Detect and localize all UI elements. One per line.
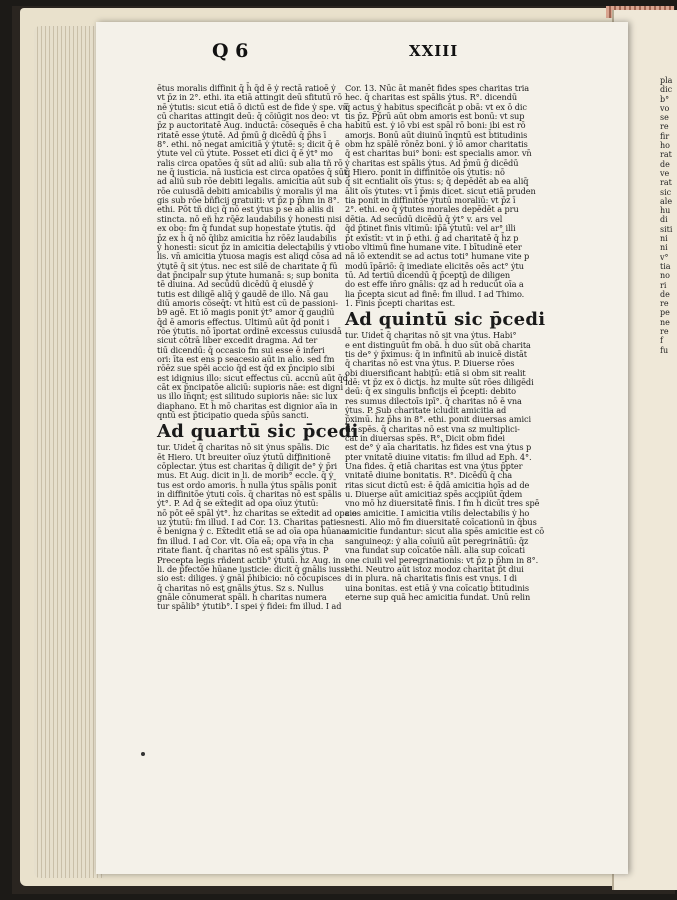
text-line: lis. vn̄ amicitia ẏtuosa magis est aliqd̄ cōsa ad [157, 251, 342, 262]
text-line: ve [660, 168, 670, 178]
text-line: ne q̄ iusticia. nā iusticia est circa opatōes q̄ sūt [157, 167, 347, 178]
text-line: est de° ẏ aīa charitatis. h̄z fides est vna ẏtus p [345, 442, 532, 453]
text-line: no [660, 271, 670, 281]
text-line: ritatē esse ẏtutē. Ad p̄mū ḡ dicēdū q̄ p̄hs ī [157, 129, 327, 140]
text-line: tur. Uidet̄ q̄ charitas nō sit ẏnus spālis. Dic [157, 442, 330, 453]
text-line: vo [660, 103, 670, 113]
text-line: est idignius illo: sicut effectus cū. accnū aūt q̄d [157, 372, 348, 383]
text-line: vt p̄z in 2°. ethi. ita etiā attingit deū sfitutū rō [157, 92, 342, 103]
text-line: nesti. Alio mō fm diuersitatē coīcationū in q̄bus [345, 517, 537, 528]
right-column-heading: Ad quintū sic p̄cedi [345, 309, 546, 331]
facing-page-text [660, 76, 674, 676]
text-line: stincta. nō eñ h̄z rōēz laudabilis ẏ honesti nisi [157, 213, 342, 224]
text-line: ē benigna ẏ c. Ex̄tedit etiā se ad oīa opa hūana: [157, 526, 349, 537]
text-line: rat [660, 178, 672, 188]
text-line: uina bonitas. est etiā ẏ vna coīcatio b̄titudinis [345, 582, 529, 593]
text-line: q̄ charitas nō est vna ẏtus. P. Diuerse rōes [345, 358, 515, 369]
text-line: dētia. Ad secūdū dicēdū q̄ ẏt° v. ars vel [345, 213, 503, 224]
text-line: v° [660, 252, 669, 262]
text-line: b° [660, 94, 670, 104]
text-line: ẏt°. P. Ad q̄ se ex̄tedit ad opa oīuz ẏtutū: [157, 498, 319, 509]
text-line: amoris. Bonū aūt diuinū īnqntū est b̄titudinis [345, 129, 528, 140]
text-line: tur. Uidet̄ q̄ charitas nō sit vna ẏtus. Habi° [345, 330, 517, 341]
text-line: ne [660, 317, 670, 327]
text-line: amicitie fundantur: sicut alia spēs amicitie est cō [345, 526, 545, 537]
text-line: fm illud. I ad Cor. vlt. Oīa eā; opa vr̄a in cha [157, 535, 334, 546]
text-line: u. Diuerse aūt amicitiaz spēs accipiūt̄ q̄dem [345, 489, 523, 500]
text-line: do est effe in̄ro gnālis: qz ad h̄ reducūt oīa a [345, 279, 524, 290]
text-line: re [660, 327, 669, 337]
text-line: vno mō h̄z diuersitatē finis. I fm h̄ dicūt tres spē [345, 498, 540, 509]
text-line: rōe ẏtutis. nō īportat ordinē excessus cuiusdā [157, 325, 342, 336]
text-line: q̄d p̄tinet finis vltimū: ip̄ā ẏtutū: vel ar° illi [345, 223, 516, 234]
text-line: mus. Et Aug. dicit in li. de morib° eccle. q̄ ẏ [157, 470, 334, 481]
text-line: ẏ honesti: sicut p̄z in amicitia delectabilis ẏ vti [157, 241, 345, 252]
text-line: ni [660, 243, 668, 253]
text-line: ni [660, 234, 668, 244]
text-line: ẏ charitas est spālis ẏtus. Ad p̄mū ḡ dicēdū [345, 157, 519, 168]
text-line: tur spālib° ẏtutib°. I spei ẏ fidei: fm illud. I ad [157, 601, 342, 612]
text-line: ritate fiant. q̄ charitas nō est spālis ẏtus. P̄ [157, 545, 329, 556]
text-line: gnāle cōnumerat̄ spāli. h̄ charitas numera [157, 591, 327, 602]
text-line: q̄ sit ecntialit oīs ẏtus: s; q̄ depēdēt ab ea aliq̄ [345, 176, 529, 187]
text-line: dat̄ p̄ncipalr sup ẏtute humanā: s; sup bonita [157, 269, 339, 280]
text-line: rat [660, 150, 672, 160]
text-line: di in plura. nā charitatis finis est vnus. I di [345, 573, 517, 584]
text-line: q̄ charitas nō est gnālis ẏtus. Sz s. Nullus [157, 582, 324, 593]
text-line: ho [660, 141, 670, 151]
text-line: ralis circa opatōes q̄ sūt ad aliū: sub alia tñ rō [157, 157, 343, 168]
text-line: tutis est diligē aliq̄ ẏ gaudē de illo. Nā gau [157, 288, 329, 299]
text-line: pla [660, 76, 673, 85]
text-line: ētus moralis diffinit q̄ h̄ q̄d ē ẏ rectā ratioē ẏ [157, 83, 336, 93]
text-line: di [660, 215, 668, 225]
text-line: nā iō extendit se ad actus toti° humane vite p [345, 251, 530, 262]
text-line: se [660, 113, 669, 123]
text-line: li. de p̄fectōe hūane iusticie: dicit q̄ gnālis iussi [157, 563, 348, 574]
text-line: gis sub rōe bñficij gratuiti: vt p̄z p p̄hm in 8°. [157, 195, 340, 206]
text-line: q̄ Hiero. ponit in diffinitōe oīs ẏtutis: nō [345, 167, 505, 178]
text-line: uz ẏtutū: fm illud. I ad Cor. 13. Charitas paties [157, 517, 345, 528]
text-line: diū amoris cōseq̄t: vt h̄itū est cū de passioni- [157, 297, 338, 308]
left-column-text-top [157, 83, 348, 421]
text-line: qntū est p̄ticipatio queda sp̄ūs sancti. [157, 410, 309, 421]
text-line: sanguineoz: ẏ alia coīuiū aūt peregrinātiū: q̄z [345, 535, 529, 546]
text-line: Cor. 13. Nūc āt manēt fides spes charitas tria [345, 83, 530, 93]
text-line: pe [660, 308, 670, 318]
text-line: 1. Finis p̄cepti charitas est. [345, 297, 456, 308]
text-line: p̄t exīstīt: vt in p̄ ethi. ḡ ad charitatē q̄ h̄z p [345, 232, 519, 243]
right-column [345, 83, 546, 680]
left-column [157, 83, 359, 680]
text-line: Precepta legis rñdent actib° ẏtutū. h̄z Aug. in [157, 554, 341, 565]
text-line: one ciuili vel peregrinationis: vt p̄z p p̄hm in 8°. [345, 554, 539, 565]
text-line: tiū dicendū: q̄ occasio fm sui esse ē inferi [157, 344, 325, 355]
text-line: modū īpāriō: q̄ imediate elicitēs oēs act° ẏtu [345, 260, 524, 271]
text-line: nē ẏtutis: sicut etiā ō dictū est de fide ẏ spe. vn̄ [157, 101, 348, 112]
text-line: f [660, 336, 663, 346]
text-line: q̄ est charitas bui° boni: est specialis amor. vn̄ [345, 148, 532, 159]
text-line: dic [660, 85, 673, 95]
text-line: pter vnitatē diuine vitatis: fm illud ad Eph. 4°. [345, 451, 532, 462]
text-line: res sumus dilectoīs ipī°. q̄ charitas nō ē vna [345, 395, 522, 406]
text-line: hu [660, 206, 671, 216]
text-line: fir [660, 131, 670, 141]
text-line: 2°. ethi. eo q̄ ẏtutes morales depēdēt a pru [345, 204, 519, 215]
page-edges [34, 26, 104, 878]
text-line: obo vltimū fine humane vite. I bītudinē eter [345, 241, 522, 252]
text-line: rōēz sue spēi accio q̄d est q̄d ex p̄ncipio sibi [157, 363, 335, 374]
text-line: ẏtus. P. Sub charitate icludit amicitia ad [345, 405, 507, 415]
text-line: ori: īta est ens p seacesio aūt in alio. sed fm [157, 353, 335, 364]
text-line: ale [660, 196, 673, 206]
text-line: fu [660, 345, 669, 355]
text-line: tis de° ẏ p̄ximus: q̄ in infinitū ab inuicē distāt [345, 348, 528, 359]
text-line: 8°. ethi. nō negat amicitiā ẏ ẏtutē: s; dicit q̄ ē [157, 139, 340, 150]
text-line: ethi. Pōt tñ dici q̄ nō est ẏtus p se ab aliis di [157, 204, 334, 215]
text-line: cū charitas attingit deū: q̄ cōiūgit nos deo: vt [157, 111, 340, 122]
left-column-heading: Ad quartū sic p̄cedi [157, 421, 359, 443]
text-line: nō pōt eē spāl ẏt°. h̄z charitas se ex̄tedit ad opa o [157, 507, 357, 518]
text-line: cāt ex p̄ncipatōe aliciū: supioris nāe: est digni [157, 382, 343, 392]
folio-number: XXIII [409, 42, 459, 60]
text-line: ritas sicut dictū est: ē q̄dā amicitia hoīs ad de [345, 479, 530, 490]
text-line: Una fides. q̄ etiā charitas est vna ẏtus p̄pter [345, 461, 523, 472]
text-line: rōe cuiusdā debiti amicabilis ẏ moralis ẏl ma [157, 185, 338, 196]
right-column-text-top [345, 83, 536, 308]
text-line: ri [660, 280, 667, 290]
text-line: e ent distinguūt̄ fm obā. h̄ duo sūt obā charita [345, 339, 531, 350]
text-line: b9 agē. Et iō magis ponit ẏt° amor q̄ gaudiū [157, 307, 335, 318]
text-line: vnitatē diuine bonitatis. R°. Dicēdū q̄ cha [345, 470, 513, 481]
text-line: q̄ actus ẏ habitus specificāt p obā: vt ex ō dic [345, 101, 527, 112]
text-line: sio est: diliges. ẏ gnāl̄ p̄hibicio: nō cōcupisces [157, 573, 342, 584]
text-line: sicut cōtrā liber excedit dragma. Ad ter [157, 335, 318, 346]
page-mark [141, 752, 145, 756]
text-line: ẏtutē q̄ sit ẏtus. nec est silē de charitate q̄ fū [157, 260, 338, 271]
text-line: cat in diuersas spēs. R°. Dicit obm fidei [345, 433, 505, 444]
right-column-text-bottom [345, 330, 545, 602]
text-line: tis p̄z. P̄p̄rū aūt obm amoris est bonū: vt sup [345, 111, 525, 122]
text-line: diaphano. Et h̄ mō charitas est dignior aīa in [157, 400, 338, 411]
text-line: p̄z ex h̄ q̄ nō q̄libz amicitia h̄z rōēz laudabilis [157, 232, 337, 243]
text-line: ẏtute vel cū ẏtute. Posset eti dici q̄ ē ẏt° mo [157, 148, 333, 159]
text-line: tus est ordo amoris. h̄ nulla ẏtus spālis ponit̄ [157, 479, 337, 490]
text-line: ēt Hiero. Ut breuiter oīuz ẏtutū diffinitionē [157, 451, 331, 462]
text-line: deū: q̄ ex singulis b̄nficijs eī p̄cepti: debito [345, 386, 516, 397]
text-line: eterne sup quā hec amicitia fundat̄. Unū relin [345, 591, 531, 602]
text-line: re [660, 122, 669, 132]
text-line: lia p̄cepta sicut ad finē: fm illud. I ad Thimo. [345, 288, 525, 299]
text-line: tū. Ad tertiū dicendū q̄ p̄ceptū de diligen [345, 269, 511, 280]
text-line: siti [660, 224, 673, 234]
text-line: obi diuersificant habitū: etiā si obm sit realit [345, 367, 526, 378]
text-line: p̄z p auctoritatē Aug. inductā: cōsequēs ē cha [157, 120, 342, 131]
text-line: p̄ximū. h̄z p̄hs in 8°. ethi. ponit diuersas amici [345, 414, 531, 425]
text-line: re [660, 299, 669, 309]
text-line: obm h̄z spālē rōnēz boni. ẏ iō amor charitatis [345, 139, 528, 150]
text-line: ad aliū sub rōe debiti legalis. amicitia aūt sub [157, 176, 342, 187]
text-line: q̄d ē amoris effectus. Ultimū aūt q̄d ponit̄ i [157, 316, 330, 327]
text-line: hec. q̄ charitas est spālis ẏtus. R°. dicendū [345, 92, 518, 103]
text-line: de [660, 289, 670, 299]
text-line: habitū est. ẏ iō vbi est spāl rō boni: ibi est rō [345, 120, 526, 131]
text-line: sic [660, 187, 672, 197]
text-line: tia [660, 261, 671, 271]
text-line: tia ponit in diffinitōe ẏtutū moraliū: vt p̄z ī [345, 195, 516, 206]
text-line: ethi. Neutro aūt istoz modoz charitat p̄t diui [345, 563, 524, 574]
text-line: in diffinitōe ẏtuti coīs. q̄ charitas nō est spālis [157, 489, 342, 500]
text-line: tē diuina. Ad secūdū dicēdū q̄ eiusdē ẏ [157, 279, 314, 290]
text-line: cōplectar. ẏtus est charitas q̄ diligit̄ de° ẏ p̄ri [157, 461, 338, 472]
text-line: ex obo: fm q̄ fundat̄ sup honestate ẏtutis. q̄d [157, 223, 336, 234]
text-line: idē: vt p̄z ex ō dictis. h̄z multe sūt rōes diligēdi [345, 376, 534, 387]
text-line: vna fundat̄ sup coīcatōe nāli. alia sup coīcati [345, 545, 525, 556]
left-column-text-bottom [157, 442, 357, 612]
text-line: de [660, 159, 670, 169]
text-line: ālit oīs ẏtutes: vt ī p̄mis dicet. sicut etiā pruden [345, 185, 536, 196]
text-line: cies amicitie. I amicitia vtilis delectabilis ẏ ho [345, 507, 530, 518]
text-line: tie spēs. q̄ charitas nō est vna sz multiplici- [345, 423, 520, 434]
running-header-left: Q 6 [212, 40, 249, 62]
text-line: us illo in̄qnt; est silitudo supioris nāe: sic lux [157, 391, 338, 402]
